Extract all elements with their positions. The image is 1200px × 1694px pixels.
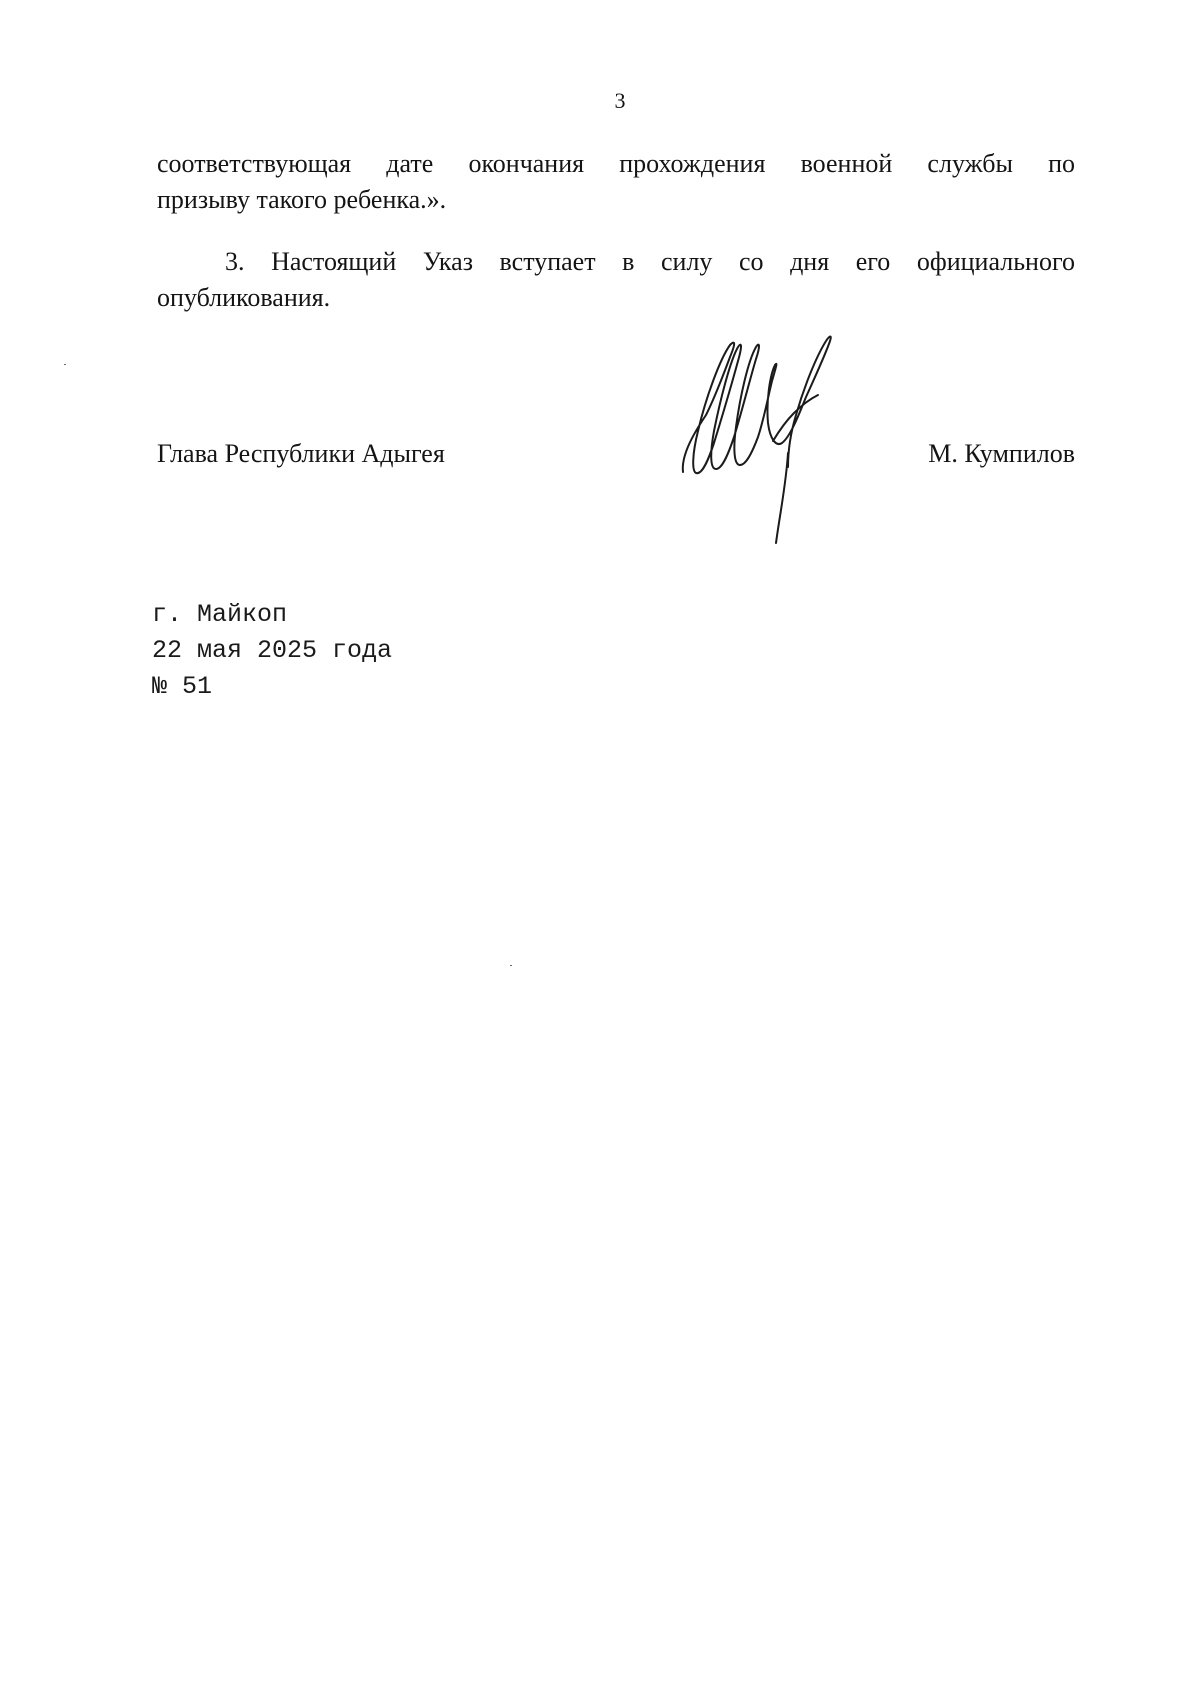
signature-block bbox=[157, 436, 1075, 472]
paragraph-line: соответствующая дате окончания прохождения военной службы по bbox=[157, 149, 1075, 178]
scan-speck bbox=[510, 965, 512, 966]
signer-position: Глава Республики Адыгея bbox=[157, 439, 445, 468]
paragraph-line: опубликования. bbox=[157, 283, 331, 312]
footer-place: г. Майкоп bbox=[152, 600, 288, 629]
document-footer bbox=[152, 597, 392, 705]
paragraph-line: призыву такого ребенка.». bbox=[157, 185, 447, 214]
paragraph-item-3 bbox=[157, 244, 1075, 316]
footer-number: № 51 bbox=[152, 672, 213, 701]
page-number: 3 bbox=[614, 88, 626, 113]
paragraph-line: 3. Настоящий Указ вступает в силу со дня его официального bbox=[225, 247, 1075, 276]
scan-speck bbox=[64, 364, 66, 365]
footer-date: 22 мая 2025 года bbox=[152, 636, 393, 665]
signer-name: М. Кумпилов bbox=[928, 439, 1075, 468]
paragraph-continuation bbox=[157, 146, 1075, 218]
